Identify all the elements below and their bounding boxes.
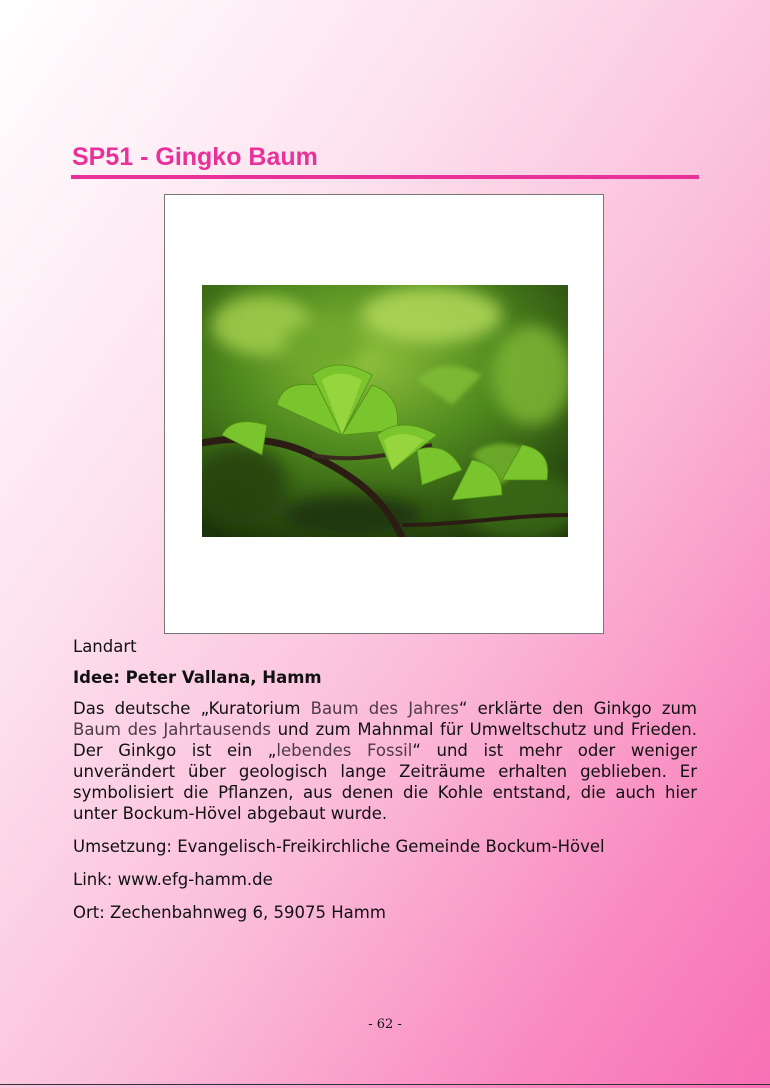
bottom-rule [0, 1084, 770, 1085]
description-text: und zum Mahnmal für Umweltschutz und Frieden. Der Ginkgo ist ein „ [73, 720, 697, 760]
ginkgo-photo-graphic [202, 285, 568, 537]
link-baum-des-jahrtausends[interactable]: Baum des Jahrtausends [73, 720, 271, 739]
description-text: “ und ist mehr oder weniger unverändert über geologisch lange Zeiträume erhalten geblieben. Er symbolisiert die Pflanzen, aus denen die Kohle entstand, die auch hier unter Bockum-Hövel abgebaut wurde. [73, 741, 697, 823]
page-number: - 62 - [368, 1017, 402, 1032]
location-line: Ort: Zechenbahnweg 6, 59075 Hamm [73, 903, 386, 922]
ginkgo-photo [202, 285, 568, 537]
page-title: SP51 - Gingko Baum [72, 143, 318, 171]
content-body [73, 636, 697, 935]
link-lebendes-fossil[interactable]: lebendes Fossil [276, 741, 413, 760]
idea-credit: Idee: Peter Vallana, Hamm [73, 668, 322, 687]
title-underline [71, 175, 699, 179]
category-label: Landart [73, 637, 137, 656]
description-paragraph [73, 698, 697, 824]
implementation-line: Umsetzung: Evangelisch-Freikirchliche Gemeinde Bockum-Hövel [73, 837, 605, 856]
website-link-line: Link: www.efg-hamm.de [73, 870, 273, 889]
description-text: “ erklärte den Ginkgo zum [458, 699, 698, 718]
link-baum-des-jahres[interactable]: Baum des Jahres [310, 699, 459, 718]
photo-frame [164, 194, 604, 634]
description-text: Das deutsche „Kuratorium [73, 699, 311, 718]
